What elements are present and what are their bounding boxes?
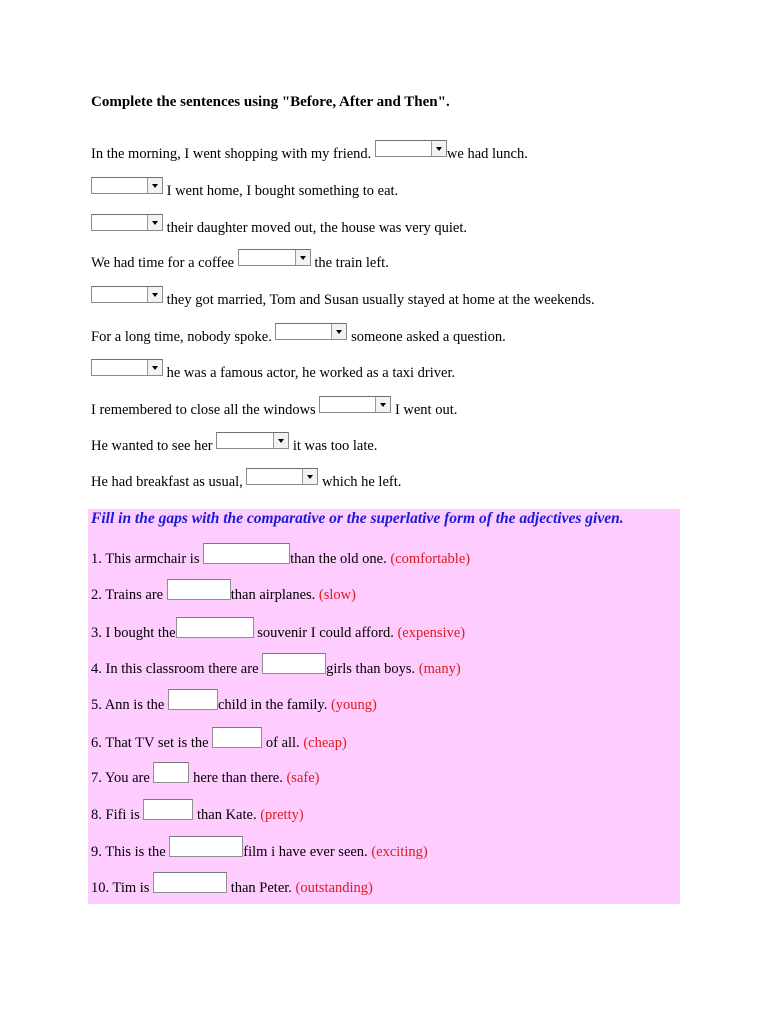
sentence-text-after: than Peter. [227,880,296,896]
sentence-text-before: He had breakfast as usual, [91,474,247,490]
sentence-text-after: he was a famous actor, he worked as a taxi driver. [163,365,456,381]
sentence-text-after: of all. [262,735,304,751]
exercise2-sentence-9 [91,837,428,861]
chevron-down-icon [147,360,162,375]
exercise1-title: Complete the sentences using "Before, After and Then". [91,94,450,110]
sentence-text-before: I remembered to close all the windows [91,402,320,418]
sentence-text-after: we had lunch. [446,146,528,162]
answer-input-10[interactable] [153,872,227,893]
answer-dropdown-6[interactable] [275,323,347,340]
chevron-down-icon [431,141,446,156]
sentence-text-after: film i have ever seen. [243,844,372,860]
exercise1-sentence-8 [91,395,457,419]
chevron-down-icon [295,250,310,265]
adjective-hint: (exciting) [371,844,428,860]
exercise1-sentence-6 [91,322,506,346]
exercise2-sentence-4 [91,654,461,678]
exercise2-title: Fill in the gaps with the comparative or the superlative form of the adjectives given. [91,510,624,527]
sentence-text-before: 5. Ann is the [91,697,168,713]
sentence-text-after: than the old one. [290,551,391,567]
sentence-text-before: For a long time, nobody spoke. [91,329,276,345]
sentence-text-after: someone asked a question. [347,329,506,345]
sentence-text-before: 1. This armchair is [91,551,204,567]
answer-input-3[interactable] [176,617,254,638]
answer-dropdown-4[interactable] [238,249,311,266]
sentence-text-before: We had time for a coffee [91,255,238,271]
chevron-down-icon [147,215,162,230]
exercise1-sentence-2 [91,176,398,200]
sentence-text-before: 3. I bought the [91,625,176,641]
exercise1-sentence-9 [91,431,377,455]
exercise1-sentence-5 [91,285,595,309]
sentence-text-before: In the morning, I went shopping with my friend. [91,146,375,162]
sentence-text-before: 4. In this classroom there are [91,661,263,677]
answer-input-4[interactable] [262,653,326,674]
sentence-text-before: 6. That TV set is the [91,735,213,751]
exercise2-sentence-1 [91,544,470,568]
exercise2-sentence-5 [91,690,377,714]
chevron-down-icon [331,324,346,339]
exercise2-sentence-10 [91,873,373,897]
chevron-down-icon [147,287,162,302]
sentence-text-after: souvenir I could afford. [253,625,398,641]
sentence-text-after: I went out. [391,402,458,418]
answer-input-5[interactable] [168,689,218,710]
exercise2-sentence-2 [91,580,356,604]
sentence-text-after: here than there. [189,770,287,786]
sentence-text-after: girls than boys. [326,661,419,677]
adjective-hint: (slow) [318,587,356,603]
exercise1-sentence-7 [91,358,455,382]
sentence-text-after: child in the family. [217,697,331,713]
adjective-hint: (expensive) [397,625,466,641]
answer-input-8[interactable] [143,799,193,820]
exercise2-sentence-3 [91,618,465,642]
answer-input-7[interactable] [153,762,189,783]
exercise1-sentence-3 [91,213,467,237]
sentence-text-before: 8. Fifi is [91,807,144,823]
sentence-text-after: which he left. [318,474,402,490]
sentence-text-after: it was too late. [289,438,378,454]
sentence-text-after: than airplanes. [230,587,319,603]
sentence-text-after: than Kate. [193,807,261,823]
sentence-text-after: the train left. [310,255,389,271]
adjective-hint: (cheap) [303,735,347,751]
answer-input-2[interactable] [167,579,231,600]
chevron-down-icon [375,397,390,412]
sentence-text-before: 9. This is the [91,844,170,860]
answer-input-6[interactable] [212,727,262,748]
sentence-text-after: I went home, I bought something to eat. [163,183,399,199]
chevron-down-icon [273,433,288,448]
answer-dropdown-9[interactable] [216,432,289,449]
exercise2-sentence-8 [91,800,304,824]
sentence-text-after: their daughter moved out, the house was very quiet. [163,220,468,236]
answer-dropdown-7[interactable] [91,359,163,376]
exercise1-sentence-4 [91,248,389,272]
exercise1-sentence-10 [91,467,401,491]
sentence-text-before: 10. Tim is [91,880,154,896]
answer-input-1[interactable] [203,543,290,564]
adjective-hint: (outstanding) [295,880,373,896]
chevron-down-icon [147,178,162,193]
exercise1-sentence-1 [91,139,528,163]
sentence-text-before: 2. Trains are [91,587,167,603]
answer-dropdown-3[interactable] [91,214,163,231]
sentence-text-before: 7. You are [91,770,154,786]
adjective-hint: (comfortable) [390,551,471,567]
answer-input-9[interactable] [169,836,243,857]
sentence-text-after: they got married, Tom and Susan usually stayed at home at the weekends. [163,292,595,308]
answer-dropdown-5[interactable] [91,286,163,303]
answer-dropdown-1[interactable] [375,140,447,157]
adjective-hint: (young) [330,697,377,713]
adjective-hint: (many) [418,661,461,677]
chevron-down-icon [302,469,317,484]
sentence-text-before: He wanted to see her [91,438,217,454]
adjective-hint: (pretty) [260,807,304,823]
adjective-hint: (safe) [286,770,320,786]
exercise2-sentence-6 [91,728,347,752]
exercise2-sentence-7 [91,763,319,787]
answer-dropdown-2[interactable] [91,177,163,194]
answer-dropdown-8[interactable] [319,396,391,413]
answer-dropdown-10[interactable] [246,468,318,485]
